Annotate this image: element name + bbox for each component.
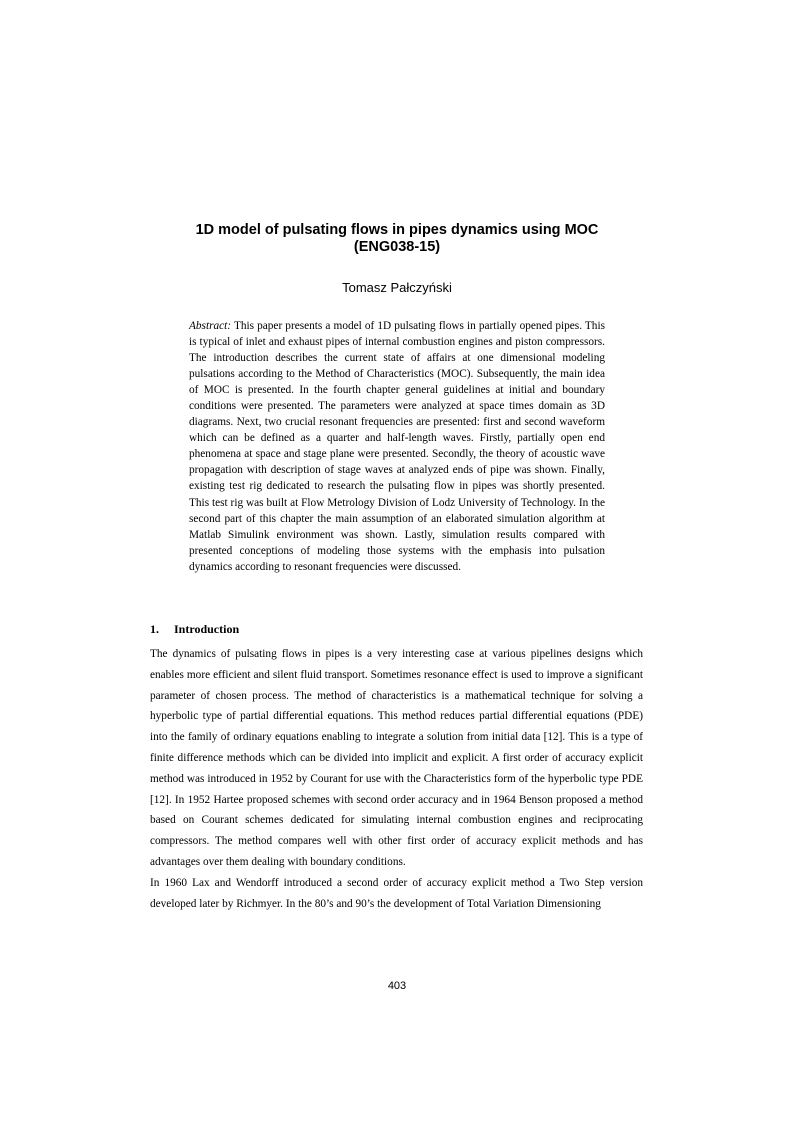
page-number: 403	[387, 980, 407, 992]
paper-title	[100, 222, 694, 256]
author-name: Tomasz Pałczyński	[342, 280, 452, 295]
paragraph: In 1960 Lax and Wendorff introduced a second order of accuracy explicit method a Two Step version developed later by Richmyer. In the 80’s and 90’s the development of Total Variation Dimensioning	[150, 876, 643, 910]
section-heading	[150, 621, 239, 637]
section-number: 1.	[150, 622, 159, 636]
body-text	[150, 644, 643, 914]
abstract	[189, 318, 605, 575]
section-title: Introduction	[174, 622, 240, 636]
paragraph: The dynamics of pulsating flows in pipes is a very interesting case at various pipelines designs which enables more efficient and silent fluid transport. Sometimes resonance effect is used to improve a significant parameter of chosen process. The method of characteristics is a mathematical technique for solving a hyperbolic type of partial differential equations. This method reduces partial differential equations (PDE) into the family of ordinary equations enabling to integrate a solution from initial data [12]. This is a type of finite difference methods which can be divided into implicit and explicit. A first order of accuracy explicit method was introduced in 1952 by Courant for use with the Characteristics form of the hyperbolic type PDE [12]. In 1952 Hartee proposed schemes with second order accuracy and in 1964 Benson proposed a method based on Courant schemes dedicated for simulating internal combustion engines and reciprocating compressors. The method compares well with other first order of accuracy explicit methods and has advantages over them dealing with boundary conditions.	[150, 648, 643, 868]
abstract-label: Abstract:	[189, 320, 232, 332]
paper-title-line-1: 1D model of pulsating flows in pipes dynamics using MOC	[195, 222, 599, 238]
paper-title-line-2: (ENG038-15)	[353, 239, 441, 255]
abstract-text: This paper presents a model of 1D pulsating flows in partially opened pipes. This is typical of inlet and exhaust pipes of internal combustion engines and piston compressors. The introduction describes the current state of affairs at one dimensional modeling pulsations according to the Method of Characteristics (MOC). Subsequently, the main idea of MOC is presented. In the fourth chapter general guidelines at initial and boundary conditions were presented. The parameters were analyzed at space times domain as 3D diagrams. Next, two crucial resonant frequencies are presented: first and second waveform which can be defined as a quarter and half-length waves. Firstly, partially open end phenomena at space and stage plane were presented. Secondly, the theory of acoustic wave propagation with description of stage waves at analyzed ends of pipe was shown. Finally, existing test rig dedicated to research the pulsating flow in pipes was shortly presented. This test rig was built at Flow Metrology Division of Lodz University of Technology. In the second part of this chapter the main assumption of an elaborated simulation algorithm at Matlab Simulink environment was shown. Lastly, simulation results compared with presented conceptions of modeling those systems with the emphasis into pulsation dynamics according to resonant frequencies were discussed.	[189, 320, 605, 573]
